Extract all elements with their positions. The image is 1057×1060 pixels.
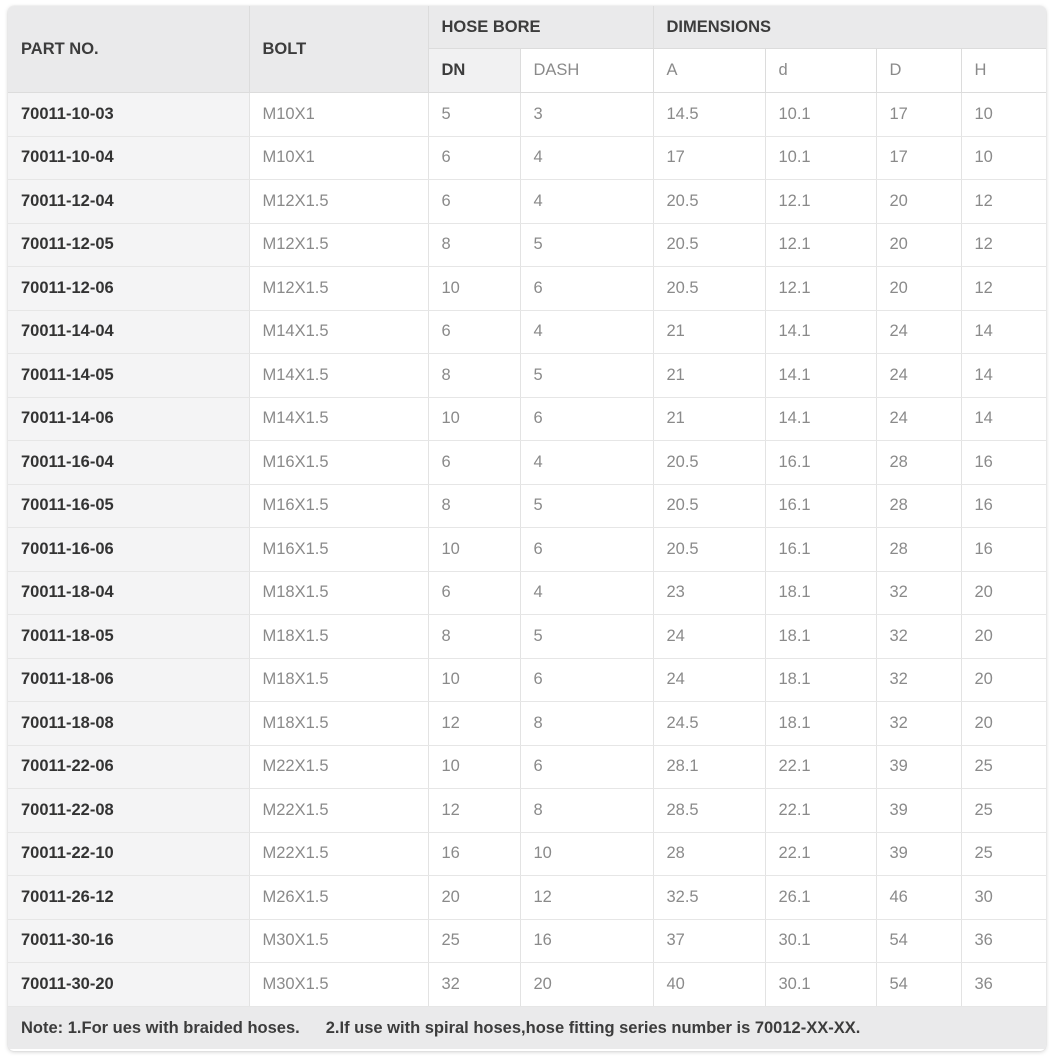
cell-part-no: 70011-12-06 — [8, 267, 249, 311]
cell-dash: 16 — [520, 919, 653, 963]
cell-bolt: M22X1.5 — [249, 745, 428, 789]
table-row — [8, 484, 1046, 528]
cell-d-small: 18.1 — [765, 702, 876, 746]
cell-part-no: 70011-18-05 — [8, 615, 249, 659]
cell-bolt: M16X1.5 — [249, 484, 428, 528]
cell-dash: 6 — [520, 528, 653, 572]
cell-a: 32.5 — [653, 876, 765, 920]
header-dimensions: DIMENSIONS — [653, 6, 1046, 49]
cell-dash: 5 — [520, 484, 653, 528]
cell-dn: 10 — [428, 528, 520, 572]
cell-h: 20 — [961, 702, 1046, 746]
cell-part-no: 70011-22-06 — [8, 745, 249, 789]
cell-dn: 10 — [428, 267, 520, 311]
cell-d-large: 28 — [876, 528, 961, 572]
cell-bolt: M10X1 — [249, 136, 428, 180]
cell-dash: 4 — [520, 310, 653, 354]
cell-dn: 10 — [428, 397, 520, 441]
cell-dn: 20 — [428, 876, 520, 920]
cell-a: 24 — [653, 615, 765, 659]
table-row — [8, 832, 1046, 876]
cell-dn: 12 — [428, 702, 520, 746]
cell-d-small: 14.1 — [765, 354, 876, 398]
cell-bolt: M30X1.5 — [249, 919, 428, 963]
cell-h: 25 — [961, 832, 1046, 876]
cell-part-no: 70011-22-08 — [8, 789, 249, 833]
cell-a: 17 — [653, 136, 765, 180]
cell-d-small: 22.1 — [765, 832, 876, 876]
cell-dash: 3 — [520, 93, 653, 137]
cell-dash: 4 — [520, 136, 653, 180]
cell-d-large: 39 — [876, 789, 961, 833]
cell-d-large: 39 — [876, 832, 961, 876]
cell-bolt: M22X1.5 — [249, 789, 428, 833]
table-row — [8, 789, 1046, 833]
cell-dn: 6 — [428, 136, 520, 180]
cell-part-no: 70011-14-05 — [8, 354, 249, 398]
table-row — [8, 354, 1046, 398]
table-row — [8, 180, 1046, 224]
cell-d-small: 22.1 — [765, 789, 876, 833]
cell-h: 14 — [961, 354, 1046, 398]
cell-d-large: 46 — [876, 876, 961, 920]
header-dn: DN — [428, 49, 520, 93]
table-header — [8, 6, 1046, 93]
cell-dn: 6 — [428, 441, 520, 485]
cell-part-no: 70011-12-04 — [8, 180, 249, 224]
cell-d-small: 10.1 — [765, 136, 876, 180]
cell-part-no: 70011-18-04 — [8, 571, 249, 615]
cell-a: 23 — [653, 571, 765, 615]
cell-part-no: 70011-26-12 — [8, 876, 249, 920]
table-row — [8, 702, 1046, 746]
cell-dash: 5 — [520, 354, 653, 398]
cell-bolt: M16X1.5 — [249, 441, 428, 485]
cell-d-small: 30.1 — [765, 919, 876, 963]
table-row — [8, 441, 1046, 485]
cell-h: 12 — [961, 180, 1046, 224]
cell-d-small: 18.1 — [765, 571, 876, 615]
cell-d-small: 12.1 — [765, 267, 876, 311]
cell-d-large: 39 — [876, 745, 961, 789]
cell-dn: 16 — [428, 832, 520, 876]
cell-bolt: M14X1.5 — [249, 310, 428, 354]
note-part-1: Note: 1.For ues with braided hoses. — [21, 1018, 300, 1037]
cell-h: 12 — [961, 267, 1046, 311]
cell-bolt: M22X1.5 — [249, 832, 428, 876]
cell-dash: 20 — [520, 963, 653, 1007]
cell-a: 21 — [653, 310, 765, 354]
cell-dn: 8 — [428, 484, 520, 528]
cell-dn: 6 — [428, 310, 520, 354]
cell-h: 10 — [961, 136, 1046, 180]
header-h: H — [961, 49, 1046, 93]
cell-part-no: 70011-10-03 — [8, 93, 249, 137]
cell-d-large: 54 — [876, 963, 961, 1007]
cell-d-large: 28 — [876, 441, 961, 485]
table-row — [8, 528, 1046, 572]
header-d-large: D — [876, 49, 961, 93]
cell-part-no: 70011-22-10 — [8, 832, 249, 876]
cell-h: 16 — [961, 484, 1046, 528]
cell-d-large: 20 — [876, 267, 961, 311]
cell-a: 24.5 — [653, 702, 765, 746]
cell-part-no: 70011-14-04 — [8, 310, 249, 354]
cell-bolt: M14X1.5 — [249, 354, 428, 398]
cell-dn: 8 — [428, 223, 520, 267]
cell-d-small: 12.1 — [765, 180, 876, 224]
cell-d-large: 54 — [876, 919, 961, 963]
cell-dn: 5 — [428, 93, 520, 137]
cell-part-no: 70011-16-04 — [8, 441, 249, 485]
cell-part-no: 70011-12-05 — [8, 223, 249, 267]
cell-bolt: M18X1.5 — [249, 571, 428, 615]
cell-bolt: M16X1.5 — [249, 528, 428, 572]
cell-d-small: 16.1 — [765, 484, 876, 528]
cell-a: 24 — [653, 658, 765, 702]
cell-part-no: 70011-18-06 — [8, 658, 249, 702]
cell-a: 40 — [653, 963, 765, 1007]
table-body — [8, 93, 1046, 1007]
cell-bolt: M14X1.5 — [249, 397, 428, 441]
cell-part-no: 70011-30-16 — [8, 919, 249, 963]
cell-dn: 6 — [428, 180, 520, 224]
cell-bolt: M12X1.5 — [249, 223, 428, 267]
cell-a: 20.5 — [653, 441, 765, 485]
table-row — [8, 267, 1046, 311]
cell-h: 14 — [961, 310, 1046, 354]
fitting-spec-table — [8, 6, 1046, 1007]
cell-bolt: M30X1.5 — [249, 963, 428, 1007]
cell-d-small: 30.1 — [765, 963, 876, 1007]
cell-dn: 10 — [428, 745, 520, 789]
cell-dash: 5 — [520, 615, 653, 659]
cell-dn: 25 — [428, 919, 520, 963]
table-row — [8, 136, 1046, 180]
cell-d-small: 12.1 — [765, 223, 876, 267]
cell-a: 20.5 — [653, 180, 765, 224]
cell-a: 20.5 — [653, 484, 765, 528]
cell-dash: 6 — [520, 745, 653, 789]
cell-a: 20.5 — [653, 267, 765, 311]
cell-h: 14 — [961, 397, 1046, 441]
cell-d-large: 32 — [876, 702, 961, 746]
cell-dash: 5 — [520, 223, 653, 267]
cell-d-large: 17 — [876, 136, 961, 180]
cell-d-large: 32 — [876, 658, 961, 702]
cell-a: 21 — [653, 397, 765, 441]
cell-dash: 6 — [520, 397, 653, 441]
header-hose-bore: HOSE BORE — [428, 6, 653, 49]
cell-d-small: 26.1 — [765, 876, 876, 920]
cell-h: 36 — [961, 919, 1046, 963]
cell-bolt: M12X1.5 — [249, 267, 428, 311]
cell-h: 20 — [961, 571, 1046, 615]
cell-h: 10 — [961, 93, 1046, 137]
cell-d-large: 28 — [876, 484, 961, 528]
note-part-2: 2.If use with spiral hoses,hose fitting series number is 70012-XX-XX. — [325, 1018, 861, 1037]
cell-h: 20 — [961, 615, 1046, 659]
cell-h: 20 — [961, 658, 1046, 702]
cell-d-large: 24 — [876, 310, 961, 354]
cell-a: 37 — [653, 919, 765, 963]
cell-bolt: M18X1.5 — [249, 658, 428, 702]
cell-d-small: 14.1 — [765, 310, 876, 354]
cell-h: 30 — [961, 876, 1046, 920]
cell-dn: 10 — [428, 658, 520, 702]
cell-dn: 32 — [428, 963, 520, 1007]
cell-d-small: 16.1 — [765, 528, 876, 572]
cell-a: 28.1 — [653, 745, 765, 789]
cell-h: 25 — [961, 745, 1046, 789]
table-row — [8, 876, 1046, 920]
cell-a: 20.5 — [653, 528, 765, 572]
cell-part-no: 70011-14-06 — [8, 397, 249, 441]
cell-part-no: 70011-16-05 — [8, 484, 249, 528]
cell-bolt: M26X1.5 — [249, 876, 428, 920]
cell-dash: 4 — [520, 180, 653, 224]
cell-d-small: 16.1 — [765, 441, 876, 485]
cell-h: 36 — [961, 963, 1046, 1007]
table-row — [8, 397, 1046, 441]
cell-h: 16 — [961, 528, 1046, 572]
cell-bolt: M10X1 — [249, 93, 428, 137]
cell-h: 25 — [961, 789, 1046, 833]
cell-dash: 10 — [520, 832, 653, 876]
header-part-no: PART NO. — [8, 6, 249, 93]
cell-d-large: 24 — [876, 397, 961, 441]
cell-d-large: 32 — [876, 571, 961, 615]
table-row — [8, 745, 1046, 789]
cell-part-no: 70011-18-08 — [8, 702, 249, 746]
cell-dash: 8 — [520, 789, 653, 833]
header-a: A — [653, 49, 765, 93]
cell-d-small: 22.1 — [765, 745, 876, 789]
cell-dash: 12 — [520, 876, 653, 920]
cell-a: 28.5 — [653, 789, 765, 833]
table-row — [8, 93, 1046, 137]
header-bolt: BOLT — [249, 6, 428, 93]
cell-d-small: 18.1 — [765, 615, 876, 659]
cell-d-large: 17 — [876, 93, 961, 137]
header-dash: DASH — [520, 49, 653, 93]
cell-dn: 6 — [428, 571, 520, 615]
cell-bolt: M12X1.5 — [249, 180, 428, 224]
cell-a: 20.5 — [653, 223, 765, 267]
cell-d-large: 20 — [876, 180, 961, 224]
table-row — [8, 310, 1046, 354]
table-row — [8, 919, 1046, 963]
table-row — [8, 963, 1046, 1007]
cell-a: 14.5 — [653, 93, 765, 137]
cell-bolt: M18X1.5 — [249, 615, 428, 659]
table-row — [8, 658, 1046, 702]
header-d-small: d — [765, 49, 876, 93]
cell-part-no: 70011-10-04 — [8, 136, 249, 180]
cell-dash: 4 — [520, 571, 653, 615]
cell-dash: 4 — [520, 441, 653, 485]
table-row — [8, 571, 1046, 615]
table-note — [8, 1007, 1046, 1049]
cell-d-large: 32 — [876, 615, 961, 659]
table-row — [8, 615, 1046, 659]
table-row — [8, 223, 1046, 267]
cell-dn: 8 — [428, 615, 520, 659]
cell-d-small: 18.1 — [765, 658, 876, 702]
cell-a: 21 — [653, 354, 765, 398]
cell-dash: 8 — [520, 702, 653, 746]
cell-part-no: 70011-16-06 — [8, 528, 249, 572]
spec-table-card — [8, 6, 1046, 1051]
cell-part-no: 70011-30-20 — [8, 963, 249, 1007]
cell-dash: 6 — [520, 267, 653, 311]
cell-d-small: 14.1 — [765, 397, 876, 441]
cell-d-large: 20 — [876, 223, 961, 267]
cell-dash: 6 — [520, 658, 653, 702]
cell-bolt: M18X1.5 — [249, 702, 428, 746]
cell-dn: 12 — [428, 789, 520, 833]
cell-h: 16 — [961, 441, 1046, 485]
cell-h: 12 — [961, 223, 1046, 267]
cell-d-large: 24 — [876, 354, 961, 398]
cell-d-small: 10.1 — [765, 93, 876, 137]
cell-dn: 8 — [428, 354, 520, 398]
cell-a: 28 — [653, 832, 765, 876]
